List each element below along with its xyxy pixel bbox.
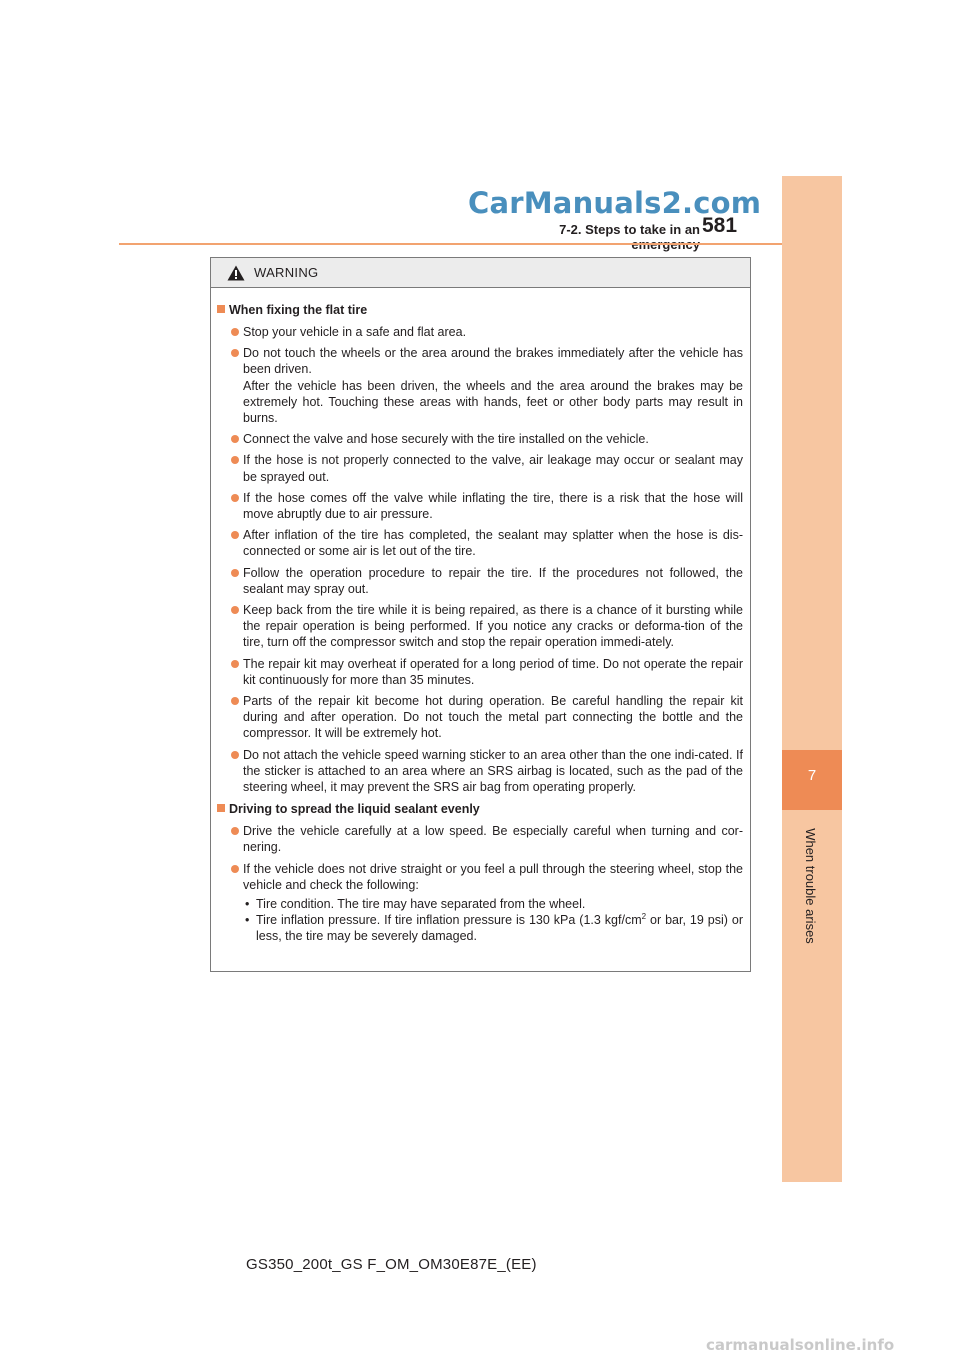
section-heading — [217, 801, 743, 817]
warning-bullet — [217, 861, 743, 944]
footer-model-code: GS350_200t_GS F_OM_OM30E87E_(EE) — [246, 1256, 537, 1273]
warning-bullet — [217, 823, 743, 855]
header-rule — [119, 243, 841, 245]
warning-box — [210, 257, 751, 972]
bullet-text: After the vehicle has been driven, the wheels and the area around the brakes may be extremely hot. Touching these areas with hands, feet or other body parts may result in burns. — [243, 378, 743, 426]
warning-bullet — [217, 490, 743, 522]
carmanuals-watermark: CarManuals2.com — [468, 186, 762, 220]
bullet-text: After inflation of the tire has completed, the sealant may splatter when the hose is dis-connected or some air is let out of the tire. — [243, 528, 743, 559]
round-bullet-icon — [231, 349, 239, 357]
warning-bullet — [217, 747, 743, 796]
square-bullet-icon — [217, 804, 225, 812]
warning-bullet — [217, 527, 743, 559]
warning-body — [211, 288, 750, 944]
section-heading-text: Driving to spread the liquid sealant evenly — [229, 802, 480, 817]
warning-label: WARNING — [254, 265, 319, 280]
sub-bullet-mark: • — [245, 913, 250, 928]
round-bullet-icon — [231, 435, 239, 443]
sub-list-item — [243, 896, 743, 912]
warning-bullet — [217, 452, 743, 484]
bullet-text: If the hose comes off the valve while inflating the tire, there is a risk that the hose will move abruptly due to air pressure. — [243, 490, 743, 522]
sub-list-item — [243, 912, 743, 944]
sub-list — [243, 896, 743, 944]
round-bullet-icon — [231, 827, 239, 835]
sub-bullet-mark: • — [245, 897, 250, 912]
warning-triangle-icon — [227, 265, 245, 281]
bullet-text: Drive the vehicle carefully at a low speed. Be especially careful when turning and cor-nering. — [243, 824, 743, 855]
round-bullet-icon — [231, 606, 239, 614]
warning-bullet — [217, 565, 743, 597]
bullet-text: Do not touch the wheels or the area around the brakes immediately after the vehicle has been driven. — [243, 346, 743, 377]
round-bullet-icon — [231, 660, 239, 668]
round-bullet-icon — [231, 531, 239, 539]
round-bullet-icon — [231, 569, 239, 577]
bullet-text: Stop your vehicle in a safe and flat area. — [243, 325, 467, 339]
bullet-text: If the vehicle does not drive straight or you feel a pull through the steering wheel, stop the vehicle and check the following: — [243, 861, 743, 892]
round-bullet-icon — [231, 328, 239, 336]
chapter-number: 7 — [807, 767, 817, 784]
warning-header — [211, 258, 750, 288]
page-number: 581 — [702, 214, 738, 237]
round-bullet-icon — [231, 456, 239, 464]
chapter-side-tab — [782, 176, 842, 1182]
warning-bullet — [217, 693, 743, 742]
warning-bullet — [217, 324, 743, 340]
round-bullet-icon — [231, 697, 239, 705]
round-bullet-icon — [231, 865, 239, 873]
carmanualsonline-watermark: carmanualsonline.info — [706, 1336, 895, 1354]
warning-bullet — [217, 602, 743, 651]
chapter-title: When trouble arises — [803, 828, 818, 944]
bullet-text: If the hose is not properly connected to the valve, air leakage may occur or sealant may be sprayed out. — [243, 453, 743, 484]
round-bullet-icon — [231, 494, 239, 502]
round-bullet-icon — [231, 751, 239, 759]
bullet-text: The repair kit may overheat if operated for a long period of time. Do not operate the repair kit continuously for more than 35 minutes. — [243, 656, 743, 687]
section-heading-text: When fixing the flat tire — [229, 303, 368, 317]
square-bullet-icon — [217, 305, 225, 313]
bullet-text: Follow the operation procedure to repair the tire. If the procedures not followed, the sealant may spray out. — [243, 565, 743, 596]
superscript: 2 — [641, 911, 647, 921]
section-title: 7-2. Steps to take in an — [559, 222, 700, 237]
sub-item-text: Tire inflation pressure. If tire inflation pressure is 130 kPa (1.3 kgf/cm — [256, 913, 642, 928]
sub-item-text: or bar, 19 psi) or less, the tire may be severely damaged. — [256, 913, 743, 944]
bullet-text: Parts of the repair kit become hot during operation. Be careful handling the repair kit during and after operation. Do not touch the metal part connecting the bottle and the compressor. It will be extremely hot. — [243, 694, 743, 741]
bullet-text: Do not attach the vehicle speed warning sticker to an area other than the one indi-cated. If the sticker is attached to an area where an SRS airbag is located, such as the pad of the steering wheel, it may prevent the SRS air bag from operating properly. — [243, 747, 743, 795]
section-heading — [217, 302, 743, 318]
warning-bullet — [217, 345, 743, 426]
sub-item-text: Tire condition. The tire may have separated from the wheel. — [256, 897, 586, 912]
warning-bullet — [217, 656, 743, 688]
bullet-text: Keep back from the tire while it is being repaired, as there is a chance of it bursting while the repair operation is being performed. If you notice any cracks or deforma-tion of the tire, turn off the compressor switch and stop the repair operation immedi-ately. — [243, 603, 743, 650]
bullet-text: Connect the valve and hose securely with the tire installed on the vehicle. — [243, 432, 649, 447]
warning-bullet — [217, 431, 743, 447]
